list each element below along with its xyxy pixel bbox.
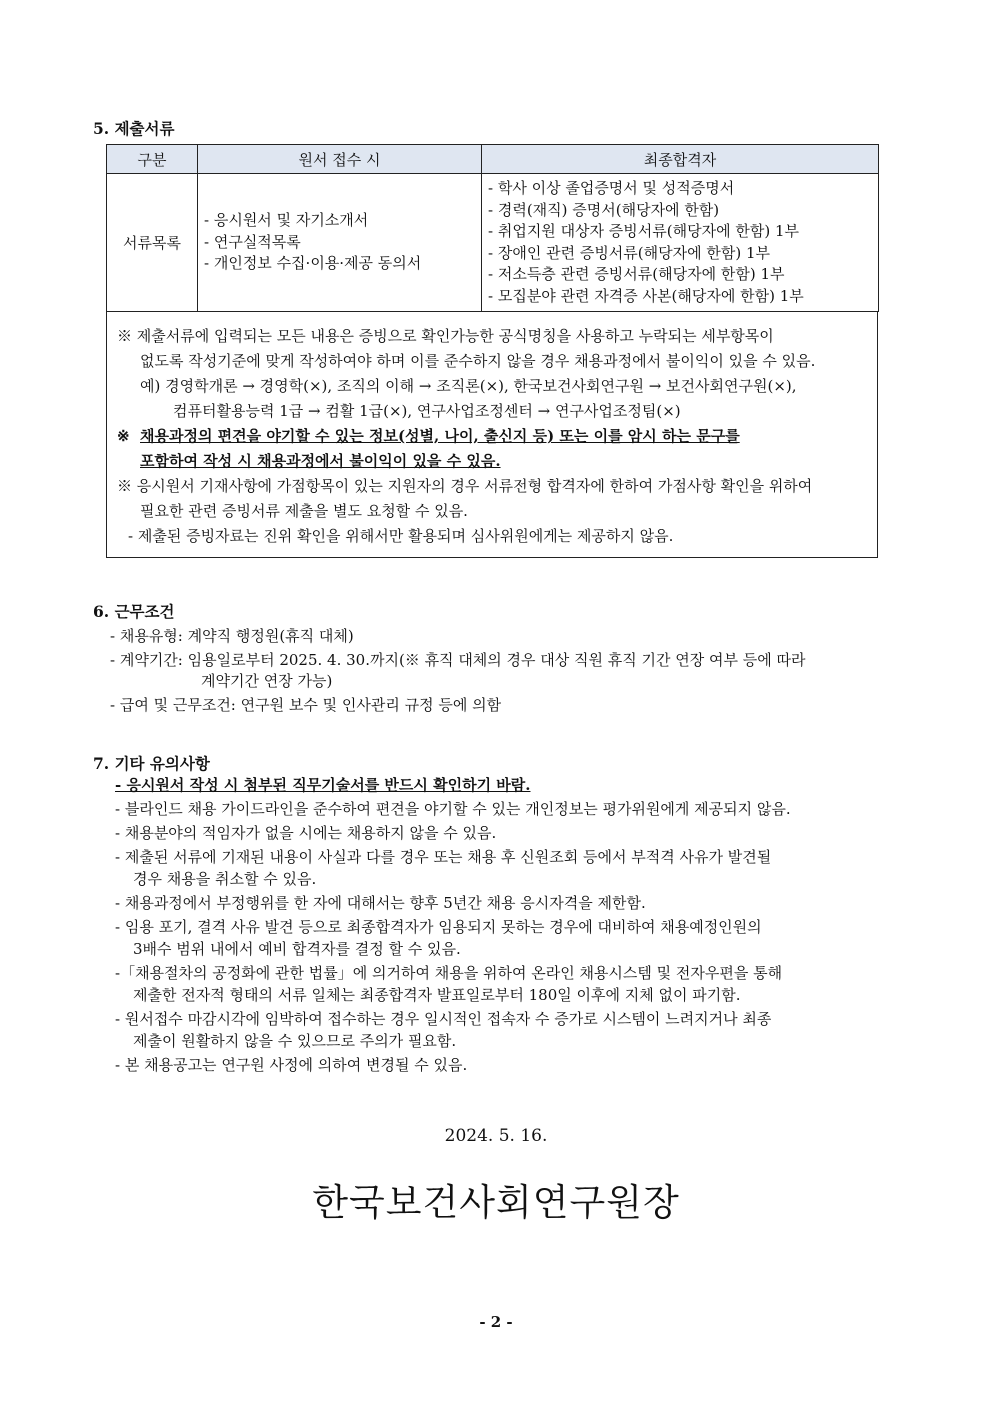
issuer-name: 한국보건사회연구원장 <box>312 1181 680 1224</box>
list-item: - 저소득층 관련 증빙서류(해당자에 한함) 1부 <box>488 265 785 283</box>
application-docs-cell <box>198 174 482 312</box>
page-number: - 2 - <box>479 1313 513 1331</box>
notice-item-9: - 본 채용공고는 연구원 사정에 의하여 변경될 수 있음. <box>115 1056 468 1074</box>
note-4: - 제출된 증빙자료는 진위 확인을 위해서만 활용되며 심사위원에게는 제공하지 않음. <box>128 527 674 545</box>
header-category: 구분 <box>107 145 198 174</box>
list-item: - 취업지원 대상자 증빙서류(해당자에 한함) 1부 <box>488 222 799 240</box>
row-label-document-list: 서류목록 <box>107 174 198 312</box>
note-3-line-1: ※ 응시원서 기재사항에 가점항목이 있는 지원자의 경우 서류전형 합격자에 한하여 가점사항 확인을 위하여 <box>117 477 813 495</box>
notice-item-6-cont: 3배수 범위 내에서 예비 합격자를 결정 할 수 있음. <box>133 940 461 958</box>
notice-item-8: - 원서접수 마감시각에 임박하여 접수하는 경우 일시적인 접속자 수 증가로 시스템이 느려지거나 최종 <box>115 1010 772 1028</box>
notice-item-7: -「채용절차의 공정화에 관한 법률」에 의거하여 채용을 위하여 온라인 채용시스템 및 전자우편을 통해 <box>115 964 783 982</box>
final-pass-docs-cell <box>482 174 879 312</box>
documents-table <box>106 144 879 312</box>
notice-item-5: - 채용과정에서 부정행위를 한 자에 대해서는 향후 5년간 채용 응시자격을 제한함. <box>115 894 646 912</box>
list-item: - 개인정보 수집·이용·제공 동의서 <box>204 254 422 273</box>
note-3-line-2: 필요한 관련 증빙서류 제출을 별도 요청할 수 있음. <box>140 502 468 520</box>
list-item: - 모집분야 관련 자격증 사본(해당자에 한함) 1부 <box>488 286 804 305</box>
list-item: - 연구실적목록 <box>204 232 301 251</box>
notice-item-2: - 블라인드 채용 가이드라인을 준수하여 편견을 야기할 수 있는 개인정보는 평가위원에게 제공되지 않음. <box>115 800 791 818</box>
employment-type: - 채용유형: 계약직 행정원(휴직 대체) <box>110 627 354 645</box>
note-2-mark: ※ <box>117 427 130 445</box>
note-2-line-1: 채용과정의 편견을 야기할 수 있는 정보(성별, 나이, 출신지 등) 또는 이를 암시 하는 문구를 <box>140 427 740 445</box>
notice-item-8-cont: 제출이 원활하지 않을 수 있으므로 주의가 필요함. <box>133 1032 457 1050</box>
notice-item-4-cont: 경우 채용을 취소할 수 있음. <box>133 870 317 888</box>
note-1-example-1: 예) 경영학개론 → 경영학(×), 조직의 이해 → 조직론(×), 한국보건사회연구원 → 보건사회연구원(×), <box>140 377 797 395</box>
note-1-line-2: 없도록 작성기준에 맞게 작성하여야 하며 이를 준수하지 않을 경우 채용과정에서 불이익이 있을 수 있음. <box>140 352 816 370</box>
header-at-application: 원서 접수 시 <box>198 145 482 174</box>
contract-period: - 계약기간: 임용일로부터 2025. 4. 30.까지(※ 휴직 대체의 경우 대상 직원 휴직 기간 연장 여부 등에 따라 <box>110 651 806 669</box>
note-2-line-2: 포함하여 작성 시 채용과정에서 불이익이 있을 수 있음. <box>140 452 501 470</box>
contract-period-cont: 계약기간 연장 가능) <box>201 672 333 690</box>
notice-item-3: - 채용분야의 적임자가 없을 시에는 채용하지 않을 수 있음. <box>115 824 497 842</box>
note-1-line-1: ※ 제출서류에 입력되는 모든 내용은 증빙으로 확인가능한 공식명칭을 사용하고 누락되는 세부항목이 <box>117 327 774 345</box>
salary-conditions: - 급여 및 근무조건: 연구원 보수 및 인사관리 규정 등에 의함 <box>110 696 502 714</box>
section-5-title: 5. 제출서류 <box>93 119 175 138</box>
list-item: - 경력(재직) 증명서(해당자에 한함) <box>488 200 720 219</box>
list-item: - 응시원서 및 자기소개서 <box>204 211 369 230</box>
list-item: - 장애인 관련 증빙서류(해당자에 한함) 1부 <box>488 243 770 262</box>
announcement-date: 2024. 5. 16. <box>444 1126 548 1146</box>
section-6-title: 6. 근무조건 <box>93 602 175 621</box>
notice-item-6: - 임용 포기, 결격 사유 발견 등으로 최종합격자가 임용되지 못하는 경우에 대비하여 채용예정인원의 <box>115 918 762 936</box>
notice-item-1: - 응시원서 작성 시 첨부된 직무기술서를 반드시 확인하기 바람. <box>115 776 531 794</box>
notice-item-7-cont: 제출한 전자적 형태의 서류 일체는 최종합격자 발표일로부터 180일 이후에 지체 없이 파기함. <box>133 986 741 1004</box>
section-7-title: 7. 기타 유의사항 <box>93 754 210 773</box>
notice-item-4: - 제출된 서류에 기재된 내용이 사실과 다를 경우 또는 채용 후 신원조회 등에서 부적격 사유가 발견될 <box>115 848 772 866</box>
header-final-pass: 최종합격자 <box>482 145 879 174</box>
note-1-example-2: 컴퓨터활용능력 1급 → 컴활 1급(×), 연구사업조정센터 → 연구사업조정팀(×) <box>173 402 681 420</box>
list-item: - 학사 이상 졸업증명서 및 성적증명서 <box>488 179 735 197</box>
